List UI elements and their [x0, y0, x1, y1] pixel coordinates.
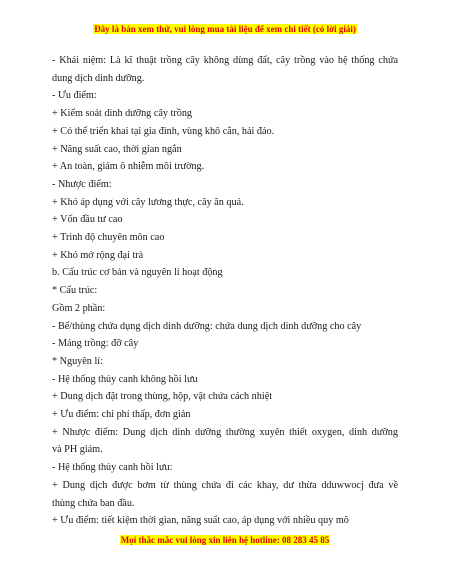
text-line: - Ưu điểm:: [52, 90, 97, 102]
preview-notice-text: Đây là bản xem thử, vui lòng mua tài liệu để xem chi tiết (có lời giải): [94, 24, 356, 34]
text-line: - Hệ thống thủy canh không hồi lưu: [52, 373, 198, 385]
section-heading: b. Cấu trúc cơ bản và nguyên lí hoạt động: [52, 267, 223, 279]
preview-notice-banner: [0, 23, 450, 35]
text-line: + Năng suất cao, thời gian ngắn: [52, 143, 182, 155]
text-line: + An toàn, giảm ô nhiễm môi trường.: [52, 161, 205, 173]
text-line: - Hệ thống thủy canh hồi lưu:: [52, 462, 173, 474]
text-line: + Vốn đầu tư cao: [52, 214, 123, 226]
text-line: + Ưu điểm: tiết kiệm thời gian, năng suất cao, áp dụng với nhiều quy mô: [52, 515, 349, 527]
text-line: + Có thể triển khai tại gia đình, vùng khô cằn, hải đảo.: [52, 125, 275, 137]
text-line: - Khái niệm: Là kĩ thuật trồng cây không dùng đất, cây trồng vào hệ thống chứa: [52, 55, 398, 66]
text-line: + Kiểm soát dinh dưỡng cây trồng: [52, 108, 193, 120]
text-line: + Dung dịch đặt trong thùng, hộp, vật chứa cách nhiệt: [52, 391, 273, 403]
document-body: [52, 52, 398, 530]
text-line: dung dịch dinh dưỡng.: [52, 72, 145, 84]
text-line: thùng chứa ban đầu.: [52, 497, 135, 509]
text-line: + Khó mở rộng đại trà: [52, 249, 144, 261]
text-line: + Dung dịch được bơm từ thùng chứa đi các khay, dư thừa dduwwocj đưa về: [52, 479, 398, 491]
hotline-banner: [0, 534, 450, 546]
text-line: và PH giảm.: [52, 444, 103, 456]
text-line: + Ưu điểm: chi phí thấp, đơn giản: [52, 409, 191, 421]
text-line: - Nhược điểm:: [52, 178, 112, 190]
text-line: + Khó áp dụng với cây lương thực, cây ăn quả.: [52, 196, 244, 208]
text-line: + Nhược điểm: Dung dịch dinh dưỡng thường xuyên thiết oxygen, dinh dưỡng: [52, 426, 398, 438]
text-line: - Máng trồng: đỡ cây: [52, 338, 139, 350]
hotline-text: Mọi thắc mắc vui lòng xin liên hệ hotline: 08 283 45 85: [120, 535, 330, 545]
text-line: Gồm 2 phần:: [52, 302, 106, 314]
text-line: + Trình độ chuyên môn cao: [52, 232, 165, 244]
text-line: - Bể/thùng chứa dụng dịch dinh dưỡng: chứa dung dịch dinh dưỡng cho cây: [52, 320, 362, 332]
text-line: * Nguyên lí:: [52, 355, 103, 367]
text-line: * Cấu trúc:: [52, 285, 98, 297]
